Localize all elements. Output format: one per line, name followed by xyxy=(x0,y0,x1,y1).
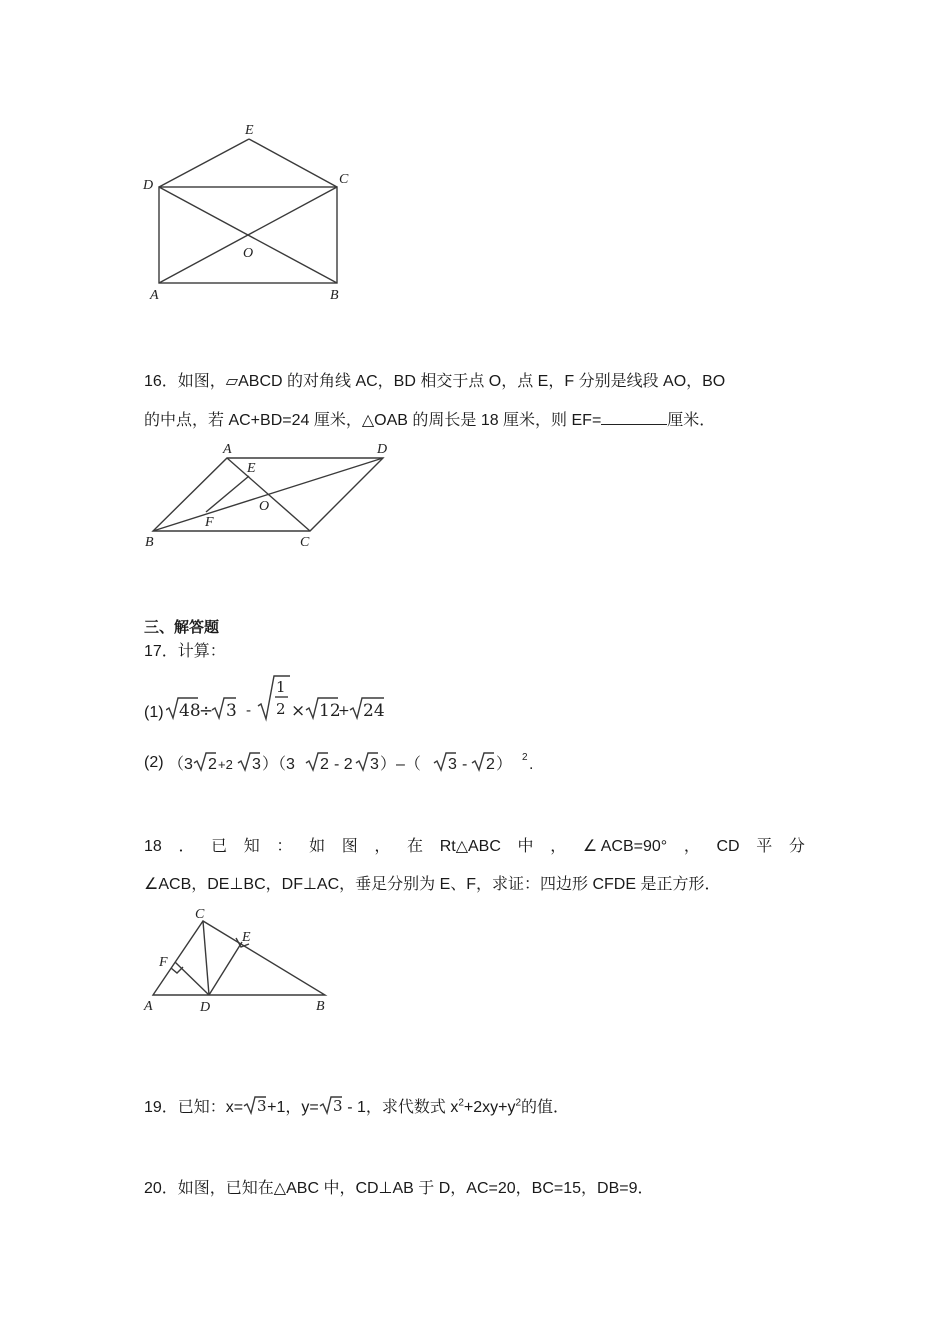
question-18-token: ， xyxy=(683,838,700,855)
part-1-label: (1) xyxy=(144,704,164,721)
question-16-unit: 厘米． xyxy=(667,412,716,429)
label-e: E xyxy=(245,123,254,138)
svg-text:3: 3 xyxy=(448,756,457,773)
question-18-token: ， xyxy=(374,838,391,855)
label-b: B xyxy=(316,999,325,1014)
sqrt-3-x xyxy=(243,1095,267,1115)
label-d: D xyxy=(200,1000,211,1015)
segment-df xyxy=(175,962,209,995)
svg-text:+2: +2 xyxy=(218,757,233,772)
svg-text:）–（: ）–（ xyxy=(380,756,421,773)
svg-text:3: 3 xyxy=(332,1097,343,1115)
question-18-token: ． xyxy=(178,838,195,855)
question-19-prefix: 19．已知：x= xyxy=(144,1099,244,1116)
label-a: A xyxy=(223,442,232,457)
svg-text:2: 2 xyxy=(522,752,528,763)
label-a: A xyxy=(150,288,159,303)
label-d: D xyxy=(377,442,388,457)
question-18-token: 如 xyxy=(309,838,326,855)
svg-text:×: × xyxy=(291,701,306,721)
segment-de xyxy=(159,139,249,187)
question-18-token: 分 xyxy=(788,838,805,855)
label-c: C xyxy=(300,535,310,550)
question-19-mid: +2xy+y xyxy=(463,1099,516,1116)
figure-rectangle-abcd xyxy=(135,115,365,310)
svg-text:÷: ÷ xyxy=(199,701,214,721)
question-18-token: Rt△ABC xyxy=(439,838,501,855)
label-f: F xyxy=(159,955,168,970)
part-1-expression xyxy=(166,672,416,724)
svg-text:12: 12 xyxy=(319,701,341,721)
question-18-line-1 xyxy=(144,837,805,857)
svg-text:48: 48 xyxy=(179,701,201,721)
question-19-suffix: 的值． xyxy=(521,1099,570,1116)
svg-text:2: 2 xyxy=(486,756,495,773)
exponent-y: 2 xyxy=(515,1097,522,1109)
question-18-token: 18 xyxy=(144,838,162,855)
figure-right-triangle-abc xyxy=(135,898,345,1018)
svg-text:24: 24 xyxy=(363,701,385,721)
question-18-token: ∠ ACB=90° xyxy=(582,838,668,855)
question-18-token: ： xyxy=(276,838,293,855)
sqrt-3-y xyxy=(319,1095,343,1115)
svg-text:+: + xyxy=(338,703,350,719)
question-18-token: 知 xyxy=(243,838,260,855)
label-c: C xyxy=(339,172,349,187)
right-angle-f xyxy=(171,967,183,973)
svg-text:3: 3 xyxy=(370,756,379,773)
segment-de xyxy=(209,942,242,995)
question-16-line-2 xyxy=(144,410,715,431)
label-a: A xyxy=(144,999,153,1014)
part-2-label: (2) xyxy=(144,754,164,771)
question-16-line-1: 16．如图，▱ABCD 的对角线 AC，BD 相交于点 O，点 E，F 分别是线段 AO，BO xyxy=(144,373,726,390)
svg-text:2: 2 xyxy=(320,756,329,773)
label-d: D xyxy=(143,178,154,193)
svg-text:.: . xyxy=(529,756,534,773)
label-c: C xyxy=(195,907,205,922)
svg-text:-: - xyxy=(246,701,252,719)
question-18-token: 在 xyxy=(407,838,424,855)
question-18-token: CD xyxy=(716,838,740,855)
label-b: B xyxy=(145,535,154,550)
question-18-token: 图 xyxy=(341,838,358,855)
svg-text:2: 2 xyxy=(276,700,286,718)
question-18-token: 中 xyxy=(517,838,534,855)
svg-text:1: 1 xyxy=(276,678,286,696)
question-16-text: 的中点，若 AC+BD=24 厘米，△OAB 的周长是 18 厘米，则 EF= xyxy=(144,412,602,429)
segment-ec xyxy=(249,139,337,187)
question-19-x-tail: +1，y= xyxy=(267,1099,319,1116)
answer-blank xyxy=(601,410,667,425)
question-18-token: 已 xyxy=(211,838,228,855)
svg-text:）（3: ）（3 xyxy=(262,756,295,773)
question-20: 20．如图，已知在△ABC 中，CD⊥AB 于 D，AC=20，BC=15，DB=9． xyxy=(144,1180,654,1197)
figure-parallelogram-abcd xyxy=(135,438,400,553)
question-18-line-2: ∠ACB，DE⊥BC，DF⊥AC，垂足分别为 E、F，求证：四边形 CFDE 是正方形． xyxy=(144,876,721,893)
label-b: B xyxy=(330,288,339,303)
segment-ef xyxy=(206,476,249,512)
svg-text:-: - xyxy=(462,756,468,773)
label-e: E xyxy=(247,461,256,476)
svg-text:- 2: - 2 xyxy=(334,756,353,773)
part-2-expression xyxy=(168,745,568,777)
svg-text:3: 3 xyxy=(252,756,261,773)
svg-text:3: 3 xyxy=(257,1097,267,1115)
question-18-token: ， xyxy=(550,838,567,855)
segment-cd xyxy=(203,921,209,995)
question-19-y-tail: - 1，求代数式 x xyxy=(342,1099,459,1116)
diagonal-bd xyxy=(153,458,383,531)
label-o: O xyxy=(243,246,254,261)
svg-text:3: 3 xyxy=(226,701,237,721)
question-17-intro: 17．计算： xyxy=(144,643,226,660)
label-f: F xyxy=(205,515,214,530)
label-e: E xyxy=(242,930,251,945)
question-19 xyxy=(144,1095,569,1117)
svg-text:（3: （3 xyxy=(168,756,193,773)
question-18-token: 平 xyxy=(756,838,773,855)
triangle-abc xyxy=(153,921,325,995)
section-heading: 三、解答题 xyxy=(144,619,220,636)
svg-text:）: ） xyxy=(496,756,513,773)
svg-text:2: 2 xyxy=(208,756,217,773)
label-o: O xyxy=(259,499,270,514)
exponent-x: 2 xyxy=(458,1097,464,1109)
